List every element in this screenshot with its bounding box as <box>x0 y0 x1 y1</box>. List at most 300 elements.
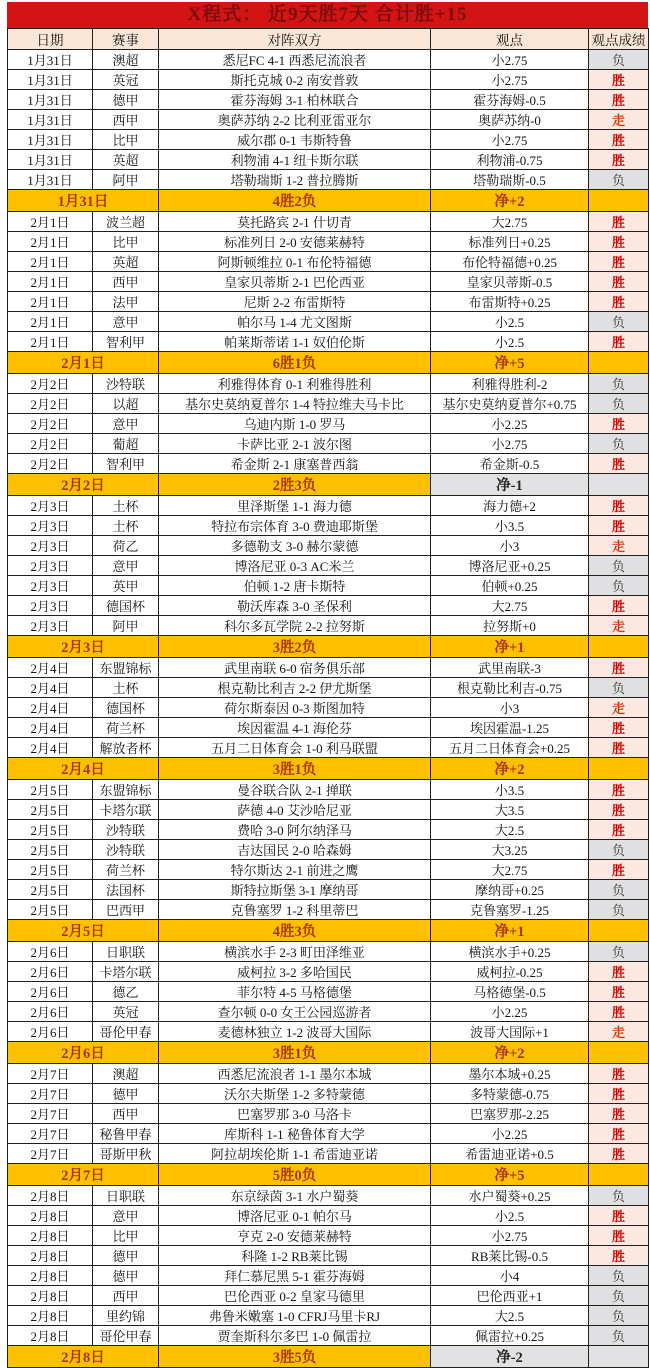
date-cell: 2月1日 <box>8 332 93 352</box>
daily-summary-row <box>8 190 649 212</box>
summary-date-cell: 2月1日 <box>8 352 159 374</box>
result-cell: 胜 <box>589 1206 649 1226</box>
league-cell: 哥伦甲春 <box>93 1022 159 1042</box>
match-row <box>8 516 649 536</box>
column-header: 对阵双方 <box>159 29 431 50</box>
match-cell: 悉尼FC 4-1 西悉尼流浪者 <box>159 50 431 70</box>
result-cell: 胜 <box>589 496 649 516</box>
result-cell: 负 <box>589 576 649 596</box>
league-cell: 西甲 <box>93 1286 159 1306</box>
result-cell: 胜 <box>589 658 649 678</box>
pick-cell: 大2.75 <box>431 212 589 232</box>
column-header: 日期 <box>8 29 93 50</box>
match-row <box>8 1306 649 1326</box>
pick-cell: 奥萨苏纳-0 <box>431 110 589 130</box>
result-cell: 胜 <box>589 1002 649 1022</box>
date-cell: 2月1日 <box>8 312 93 332</box>
date-cell: 2月1日 <box>8 252 93 272</box>
match-row <box>8 1104 649 1124</box>
date-cell: 2月5日 <box>8 800 93 820</box>
summary-record-cell: 3胜1负 <box>159 1042 431 1064</box>
date-cell: 2月3日 <box>8 596 93 616</box>
match-cell: 贾奎斯科尔多巴 1-0 佩雷拉 <box>159 1326 431 1346</box>
match-cell: 希金斯 2-1 康塞普西翁 <box>159 454 431 474</box>
result-cell: 胜 <box>589 780 649 800</box>
pick-cell: 标准列日+0.25 <box>431 232 589 252</box>
match-cell: 标准列日 2-0 安德莱赫特 <box>159 232 431 252</box>
match-row <box>8 880 649 900</box>
date-cell: 2月6日 <box>8 982 93 1002</box>
match-row <box>8 374 649 394</box>
match-row <box>8 658 649 678</box>
league-cell: 智利甲 <box>93 332 159 352</box>
summary-net-cell: 净+2 <box>431 758 589 780</box>
match-row <box>8 900 649 920</box>
match-row <box>8 820 649 840</box>
pick-cell: 拉努斯+0 <box>431 616 589 636</box>
league-cell: 比甲 <box>93 130 159 150</box>
result-cell: 胜 <box>589 1246 649 1266</box>
league-cell: 德乙 <box>93 982 159 1002</box>
league-cell: 土杯 <box>93 516 159 536</box>
match-row <box>8 434 649 454</box>
match-cell: 埃因霍温 4-1 海伦芬 <box>159 718 431 738</box>
match-cell: 阿拉胡埃伦斯 1-1 希雷迪亚诺 <box>159 1144 431 1164</box>
pick-cell: 博洛尼亚+0.25 <box>431 556 589 576</box>
pick-cell: 皇家贝蒂斯-0.5 <box>431 272 589 292</box>
result-cell: 胜 <box>589 1064 649 1084</box>
daily-summary-row <box>8 474 649 496</box>
match-cell: 五月二日体育会 1-0 利马联盟 <box>159 738 431 758</box>
match-row <box>8 982 649 1002</box>
pick-cell: 大3.5 <box>431 800 589 820</box>
match-cell: 特尔斯达 2-1 前进之鹰 <box>159 860 431 880</box>
match-cell: 费哈 3-0 阿尔纳泽马 <box>159 820 431 840</box>
date-cell: 1月31日 <box>8 90 93 110</box>
league-cell: 法甲 <box>93 292 159 312</box>
league-cell: 智利甲 <box>93 454 159 474</box>
summary-date-cell: 2月3日 <box>8 636 159 658</box>
pick-cell: 小2.75 <box>431 1226 589 1246</box>
table-header-row <box>8 29 649 50</box>
result-cell: 负 <box>589 312 649 332</box>
match-cell: 科隆 1-2 RB莱比锡 <box>159 1246 431 1266</box>
league-cell: 英甲 <box>93 576 159 596</box>
date-cell: 2月7日 <box>8 1084 93 1104</box>
pick-cell: 小2.75 <box>431 434 589 454</box>
date-cell: 2月4日 <box>8 738 93 758</box>
match-row <box>8 738 649 758</box>
match-cell: 曼谷联合队 2-1 掸联 <box>159 780 431 800</box>
result-cell: 胜 <box>589 1124 649 1144</box>
match-row <box>8 272 649 292</box>
summary-filler-cell <box>589 190 649 212</box>
date-cell: 2月3日 <box>8 496 93 516</box>
league-cell: 意甲 <box>93 312 159 332</box>
league-cell: 巴西甲 <box>93 900 159 920</box>
match-row <box>8 50 649 70</box>
pick-cell: 五月二日体育会+0.25 <box>431 738 589 758</box>
daily-summary-row <box>8 1042 649 1064</box>
summary-net-cell: 净+1 <box>431 636 589 658</box>
result-cell: 走 <box>589 110 649 130</box>
match-row <box>8 596 649 616</box>
league-cell: 意甲 <box>93 414 159 434</box>
match-cell: 沃尔夫斯堡 1-2 多特蒙德 <box>159 1084 431 1104</box>
pick-cell: 小2.75 <box>431 130 589 150</box>
league-cell: 澳超 <box>93 50 159 70</box>
league-cell: 法国杯 <box>93 880 159 900</box>
match-cell: 乌迪内斯 1-0 罗马 <box>159 414 431 434</box>
match-cell: 特拉布宗体育 3-0 费迪耶斯堡 <box>159 516 431 536</box>
league-cell: 东盟锦标 <box>93 780 159 800</box>
summary-filler-cell <box>589 474 649 496</box>
pick-cell: 小3 <box>431 536 589 556</box>
league-cell: 意甲 <box>93 556 159 576</box>
date-cell: 1月31日 <box>8 170 93 190</box>
date-cell: 2月8日 <box>8 1306 93 1326</box>
pick-cell: 塔勒瑞斯-0.5 <box>431 170 589 190</box>
match-row <box>8 1286 649 1306</box>
league-cell: 德甲 <box>93 1266 159 1286</box>
result-cell: 胜 <box>589 90 649 110</box>
match-cell: 帕尔马 1-4 尤文图斯 <box>159 312 431 332</box>
summary-filler-cell <box>589 1164 649 1186</box>
date-cell: 2月2日 <box>8 434 93 454</box>
match-row <box>8 840 649 860</box>
league-cell: 德国杯 <box>93 698 159 718</box>
pick-cell: 大3.25 <box>431 840 589 860</box>
match-row <box>8 90 649 110</box>
match-row <box>8 860 649 880</box>
league-cell: 英超 <box>93 150 159 170</box>
date-cell: 2月5日 <box>8 840 93 860</box>
pick-cell: 小3.5 <box>431 516 589 536</box>
table-body <box>8 50 649 1368</box>
match-cell: 利雅得体育 0-1 利雅得胜利 <box>159 374 431 394</box>
result-cell: 胜 <box>589 232 649 252</box>
result-cell: 胜 <box>589 596 649 616</box>
pick-cell: 布伦特福德+0.25 <box>431 252 589 272</box>
league-cell: 秘鲁甲春 <box>93 1124 159 1144</box>
match-cell: 弗鲁米嫩塞 1-0 CFRJ马里卡RJ <box>159 1306 431 1326</box>
match-cell: 吉达国民 2-0 哈森姆 <box>159 840 431 860</box>
daily-summary-row <box>8 920 649 942</box>
date-cell: 2月2日 <box>8 414 93 434</box>
result-cell: 胜 <box>589 150 649 170</box>
pick-cell: 波哥大国际+1 <box>431 1022 589 1042</box>
date-cell: 2月6日 <box>8 1022 93 1042</box>
league-cell: 英冠 <box>93 70 159 90</box>
pick-cell: 大2.75 <box>431 860 589 880</box>
match-cell: 荷尔斯泰因 0-3 斯图加特 <box>159 698 431 718</box>
match-cell: 帕莱斯蒂诺 1-1 奴伯伦斯 <box>159 332 431 352</box>
match-cell: 西悉尼流浪者 1-1 墨尔本城 <box>159 1064 431 1084</box>
match-row <box>8 1266 649 1286</box>
league-cell: 哥斯甲秋 <box>93 1144 159 1164</box>
pick-cell: 小3.5 <box>431 780 589 800</box>
result-cell: 负 <box>589 900 649 920</box>
match-row <box>8 1246 649 1266</box>
date-cell: 2月6日 <box>8 1002 93 1022</box>
league-cell: 卡塔尔联 <box>93 800 159 820</box>
match-row <box>8 252 649 272</box>
match-row <box>8 1326 649 1346</box>
pick-cell: 希雷迪亚诺+0.5 <box>431 1144 589 1164</box>
match-cell: 库斯科 1-1 秘鲁体育大学 <box>159 1124 431 1144</box>
match-row <box>8 312 649 332</box>
result-cell: 胜 <box>589 982 649 1002</box>
league-cell: 波兰超 <box>93 212 159 232</box>
date-cell: 2月2日 <box>8 394 93 414</box>
match-cell: 博洛尼亚 0-1 帕尔马 <box>159 1206 431 1226</box>
date-cell: 2月2日 <box>8 454 93 474</box>
result-cell: 走 <box>589 536 649 556</box>
pick-cell: 小2.5 <box>431 332 589 352</box>
date-cell: 2月5日 <box>8 900 93 920</box>
date-cell: 2月4日 <box>8 658 93 678</box>
date-cell: 1月31日 <box>8 110 93 130</box>
match-cell: 横滨水手 2-3 町田泽维亚 <box>159 942 431 962</box>
pick-cell: 小2.5 <box>431 312 589 332</box>
match-row <box>8 1022 649 1042</box>
league-cell: 英冠 <box>93 1002 159 1022</box>
match-cell: 博洛尼亚 0-3 AC米兰 <box>159 556 431 576</box>
date-cell: 2月7日 <box>8 1144 93 1164</box>
summary-record-cell: 3胜1负 <box>159 758 431 780</box>
league-cell: 土杯 <box>93 678 159 698</box>
match-cell: 麦德林独立 1-2 波哥大国际 <box>159 1022 431 1042</box>
pick-cell: 根克勒比利吉-0.75 <box>431 678 589 698</box>
summary-filler-cell <box>589 920 649 942</box>
pick-cell: 小2.75 <box>431 50 589 70</box>
pick-cell: 埃因霍温-1.25 <box>431 718 589 738</box>
daily-summary-row <box>8 352 649 374</box>
summary-record-cell: 3胜2负 <box>159 636 431 658</box>
summary-filler-cell <box>589 1346 649 1368</box>
pick-cell: 小3 <box>431 698 589 718</box>
league-cell: 沙特联 <box>93 374 159 394</box>
match-cell: 卡萨比亚 2-1 波尔图 <box>159 434 431 454</box>
result-cell: 走 <box>589 1022 649 1042</box>
date-cell: 2月5日 <box>8 880 93 900</box>
summary-record-cell: 6胜1负 <box>159 352 431 374</box>
summary-date-cell: 2月7日 <box>8 1164 159 1186</box>
pick-cell: 大2.5 <box>431 1306 589 1326</box>
result-cell: 胜 <box>589 1104 649 1124</box>
date-cell: 2月1日 <box>8 232 93 252</box>
league-cell: 德甲 <box>93 1084 159 1104</box>
date-cell: 2月1日 <box>8 292 93 312</box>
result-cell: 胜 <box>589 130 649 150</box>
match-row <box>8 698 649 718</box>
match-row <box>8 232 649 252</box>
match-cell: 斯特拉斯堡 3-1 摩纳哥 <box>159 880 431 900</box>
daily-summary-row <box>8 758 649 780</box>
match-cell: 塔勒瑞斯 1-2 普拉腾斯 <box>159 170 431 190</box>
result-cell: 负 <box>589 374 649 394</box>
result-cell: 胜 <box>589 272 649 292</box>
league-cell: 沙特联 <box>93 840 159 860</box>
match-cell: 勒沃库森 3-0 圣保利 <box>159 596 431 616</box>
date-cell: 2月3日 <box>8 576 93 596</box>
pick-cell: 小2.75 <box>431 70 589 90</box>
result-cell: 胜 <box>589 70 649 90</box>
pick-cell: 利雅得胜利-2 <box>431 374 589 394</box>
pick-cell: 横滨水手+0.25 <box>431 942 589 962</box>
result-cell: 负 <box>589 556 649 576</box>
league-cell: 日职联 <box>93 1186 159 1206</box>
summary-record-cell: 4胜2负 <box>159 190 431 212</box>
match-row <box>8 212 649 232</box>
match-cell: 拜仁慕尼黑 5-1 霍芬海姆 <box>159 1266 431 1286</box>
league-cell: 葡超 <box>93 434 159 454</box>
summary-date-cell: 2月8日 <box>8 1346 159 1368</box>
summary-net-cell: 净+2 <box>431 1042 589 1064</box>
date-cell: 2月8日 <box>8 1226 93 1246</box>
match-row <box>8 332 649 352</box>
match-row <box>8 718 649 738</box>
summary-date-cell: 2月2日 <box>8 474 159 496</box>
summary-date-cell: 1月31日 <box>8 190 159 212</box>
date-cell: 1月31日 <box>8 150 93 170</box>
match-row <box>8 1226 649 1246</box>
pick-cell: 墨尔本城+0.25 <box>431 1064 589 1084</box>
date-cell: 2月4日 <box>8 718 93 738</box>
match-row <box>8 150 649 170</box>
date-cell: 2月3日 <box>8 516 93 536</box>
column-header: 观点成绩 <box>589 29 649 50</box>
summary-record-cell: 2胜3负 <box>159 474 431 496</box>
pick-cell: 摩纳哥+0.25 <box>431 880 589 900</box>
match-cell: 威尔郡 0-1 韦斯特鲁 <box>159 130 431 150</box>
match-row <box>8 962 649 982</box>
pick-cell: 小2.25 <box>431 1124 589 1144</box>
summary-filler-cell <box>589 758 649 780</box>
date-cell: 2月3日 <box>8 616 93 636</box>
match-cell: 克鲁塞罗 1-2 科里蒂巴 <box>159 900 431 920</box>
match-cell: 菲尔特 4-5 马格德堡 <box>159 982 431 1002</box>
league-cell: 荷乙 <box>93 536 159 556</box>
league-cell: 土杯 <box>93 496 159 516</box>
match-cell: 奥萨苏纳 2-2 比利亚雷亚尔 <box>159 110 431 130</box>
pick-cell: 大2.75 <box>431 596 589 616</box>
result-cell: 负 <box>589 1186 649 1206</box>
summary-net-cell: 净-1 <box>431 474 589 496</box>
league-cell: 卡塔尔联 <box>93 962 159 982</box>
date-cell: 2月3日 <box>8 536 93 556</box>
result-cell: 走 <box>589 698 649 718</box>
date-cell: 1月31日 <box>8 50 93 70</box>
league-cell: 比甲 <box>93 1226 159 1246</box>
date-cell: 2月8日 <box>8 1326 93 1346</box>
summary-net-cell: 净+5 <box>431 352 589 374</box>
result-cell: 走 <box>589 616 649 636</box>
match-row <box>8 414 649 434</box>
result-cell: 胜 <box>589 516 649 536</box>
summary-date-cell: 2月6日 <box>8 1042 159 1064</box>
match-row <box>8 1206 649 1226</box>
pick-cell: 基尔史莫纳夏普尔+0.75 <box>431 394 589 414</box>
match-row <box>8 1124 649 1144</box>
match-cell: 莫托路宾 2-1 什切青 <box>159 212 431 232</box>
result-cell: 胜 <box>589 718 649 738</box>
date-cell: 2月8日 <box>8 1266 93 1286</box>
result-cell: 胜 <box>589 1144 649 1164</box>
date-cell: 2月8日 <box>8 1286 93 1306</box>
date-cell: 2月5日 <box>8 780 93 800</box>
match-cell: 霍芬海姆 3-1 柏林联合 <box>159 90 431 110</box>
league-cell: 西甲 <box>93 272 159 292</box>
league-cell: 解放者杯 <box>93 738 159 758</box>
daily-summary-row <box>8 636 649 658</box>
summary-filler-cell <box>589 636 649 658</box>
date-cell: 2月6日 <box>8 962 93 982</box>
date-cell: 1月31日 <box>8 70 93 90</box>
pick-cell: 霍芬海姆-0.5 <box>431 90 589 110</box>
match-cell: 萨德 4-0 艾沙哈尼亚 <box>159 800 431 820</box>
pick-cell: 威柯拉-0.25 <box>431 962 589 982</box>
league-cell: 荷兰杯 <box>93 860 159 880</box>
match-cell: 亨克 2-0 安德莱赫特 <box>159 1226 431 1246</box>
league-cell: 德国杯 <box>93 596 159 616</box>
league-cell: 阿甲 <box>93 170 159 190</box>
pick-cell: 小4 <box>431 1266 589 1286</box>
match-row <box>8 536 649 556</box>
pick-cell: 布雷斯特+0.25 <box>431 292 589 312</box>
pick-cell: 小2.5 <box>431 1206 589 1226</box>
match-row <box>8 130 649 150</box>
date-cell: 2月8日 <box>8 1186 93 1206</box>
league-cell: 德甲 <box>93 1246 159 1266</box>
match-row <box>8 556 649 576</box>
match-cell: 根克勒比利吉 2-2 伊尤斯堡 <box>159 678 431 698</box>
pick-cell: 多特蒙德-0.75 <box>431 1084 589 1104</box>
result-cell: 胜 <box>589 1226 649 1246</box>
match-row <box>8 942 649 962</box>
summary-record-cell: 3胜5负 <box>159 1346 431 1368</box>
league-cell: 意甲 <box>93 1206 159 1226</box>
match-row <box>8 170 649 190</box>
league-cell: 日职联 <box>93 942 159 962</box>
results-table <box>7 28 649 1368</box>
daily-summary-row <box>8 1164 649 1186</box>
match-cell: 阿斯顿维拉 0-1 布伦特福德 <box>159 252 431 272</box>
match-row <box>8 292 649 312</box>
match-cell: 尼斯 2-2 布雷斯特 <box>159 292 431 312</box>
pick-cell: 马格德堡-0.5 <box>431 982 589 1002</box>
league-cell: 以超 <box>93 394 159 414</box>
match-row <box>8 576 649 596</box>
summary-filler-cell <box>589 352 649 374</box>
match-row <box>8 454 649 474</box>
date-cell: 2月4日 <box>8 698 93 718</box>
match-row <box>8 616 649 636</box>
summary-record-cell: 4胜3负 <box>159 920 431 942</box>
pick-cell: 利物浦-0.75 <box>431 150 589 170</box>
match-cell: 基尔史莫纳夏普尔 1-4 特拉维夫马卡比 <box>159 394 431 414</box>
match-row <box>8 780 649 800</box>
summary-record-cell: 5胜0负 <box>159 1164 431 1186</box>
result-cell: 负 <box>589 1306 649 1326</box>
league-cell: 阿甲 <box>93 616 159 636</box>
pick-cell: 武里南联-3 <box>431 658 589 678</box>
pick-cell: 克鲁塞罗-1.25 <box>431 900 589 920</box>
pick-cell: 佩雷拉+0.25 <box>431 1326 589 1346</box>
league-cell: 里约锦 <box>93 1306 159 1326</box>
result-cell: 负 <box>589 942 649 962</box>
match-cell: 里泽斯堡 1-1 海力德 <box>159 496 431 516</box>
